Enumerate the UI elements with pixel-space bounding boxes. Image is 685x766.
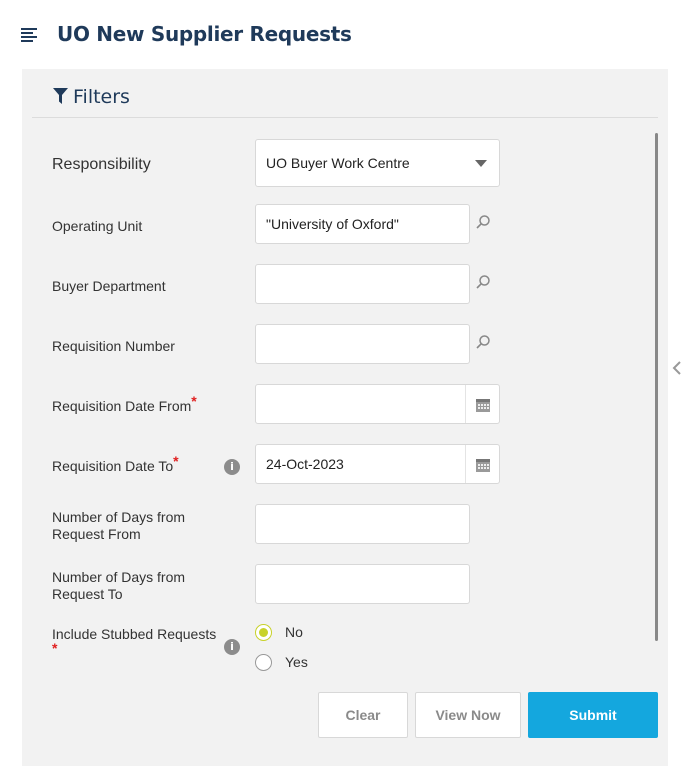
requisition-number-label: Requisition Number bbox=[52, 338, 175, 354]
radio-no-label[interactable]: No bbox=[285, 624, 303, 640]
req-date-to-label bbox=[52, 453, 179, 475]
responsibility-value: UO Buyer Work Centre bbox=[266, 155, 410, 171]
req-date-to-label-text: Requisition Date To bbox=[52, 458, 174, 474]
calendar-button[interactable] bbox=[465, 385, 499, 423]
req-date-to-value: 24-Oct-2023 bbox=[266, 456, 344, 472]
requisition-number-input[interactable] bbox=[255, 324, 470, 364]
chevron-left-icon[interactable] bbox=[672, 361, 682, 375]
info-icon[interactable]: i bbox=[224, 639, 240, 655]
include-stubbed-label-text: Include Stubbed Requests bbox=[52, 626, 217, 642]
buyer-department-label: Buyer Department bbox=[52, 278, 166, 294]
days-to-label bbox=[52, 569, 185, 603]
page-title: UO New Supplier Requests bbox=[57, 22, 352, 46]
radio-yes-label[interactable]: Yes bbox=[285, 654, 308, 670]
page-header bbox=[0, 0, 685, 69]
search-icon[interactable] bbox=[475, 274, 491, 290]
req-date-from-label bbox=[52, 393, 197, 415]
filters-header[interactable] bbox=[32, 69, 658, 118]
days-to-label-line1: Number of Days from bbox=[52, 569, 186, 585]
clear-button[interactable]: Clear bbox=[318, 692, 408, 738]
calendar-button[interactable] bbox=[465, 445, 499, 483]
view-now-button[interactable]: View Now bbox=[415, 692, 521, 738]
submit-button[interactable]: Submit bbox=[528, 692, 658, 738]
info-icon[interactable]: i bbox=[224, 459, 240, 475]
calendar-icon bbox=[475, 457, 491, 473]
caret-down-icon bbox=[475, 160, 487, 167]
funnel-icon bbox=[53, 88, 68, 104]
required-marker: * bbox=[173, 453, 179, 469]
required-marker: * bbox=[191, 393, 197, 409]
days-from-label-line1: Number of Days from bbox=[52, 509, 186, 525]
req-date-from-input[interactable] bbox=[255, 384, 500, 424]
req-date-from-label-text: Requisition Date From bbox=[52, 398, 192, 414]
radio-yes[interactable] bbox=[255, 654, 272, 671]
responsibility-label: Responsibility bbox=[52, 156, 151, 173]
days-from-label bbox=[52, 509, 185, 543]
days-from-label-line2: Request From bbox=[52, 526, 141, 542]
days-to-input[interactable] bbox=[255, 564, 470, 604]
search-icon[interactable] bbox=[475, 334, 491, 350]
operating-unit-input[interactable]: "University of Oxford" bbox=[255, 204, 470, 244]
req-date-to-input[interactable] bbox=[255, 444, 500, 484]
days-from-input[interactable] bbox=[255, 504, 470, 544]
responsibility-select[interactable] bbox=[255, 139, 500, 187]
include-stubbed-label bbox=[52, 626, 216, 660]
days-to-label-line2: Request To bbox=[52, 586, 123, 602]
filters-title: Filters bbox=[73, 86, 130, 108]
scrollbar[interactable] bbox=[655, 133, 658, 641]
calendar-icon bbox=[475, 397, 491, 413]
buyer-department-input[interactable] bbox=[255, 264, 470, 304]
operating-unit-label: Operating Unit bbox=[52, 218, 143, 234]
menu-icon[interactable] bbox=[21, 28, 37, 42]
search-icon[interactable] bbox=[475, 214, 491, 230]
required-marker: * bbox=[52, 640, 58, 656]
radio-no[interactable] bbox=[255, 624, 272, 641]
